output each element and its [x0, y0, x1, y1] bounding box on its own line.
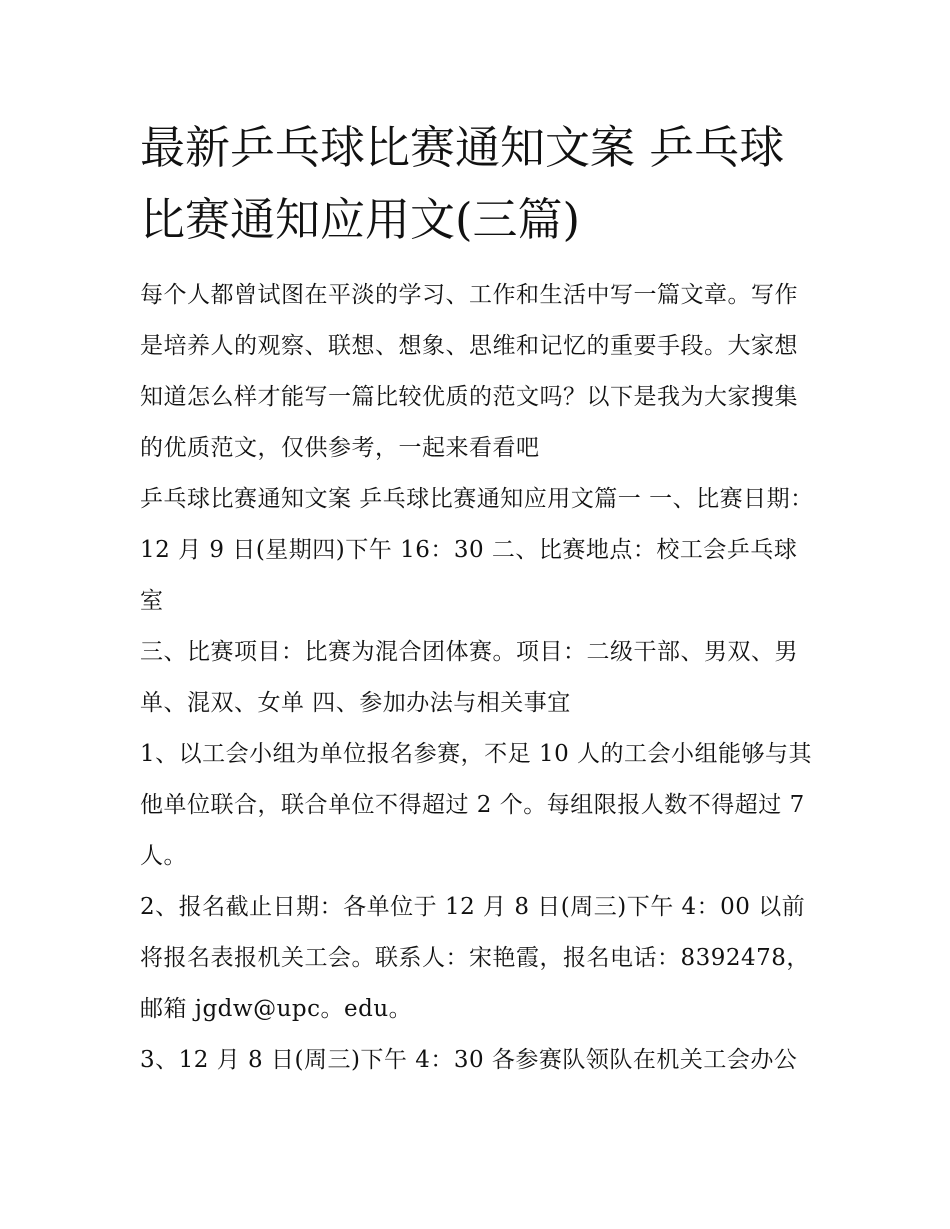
document-body — [140, 112, 820, 1086]
paragraph-rule-2: 2、报名截止日期：各单位于 12 月 8 日(周三)下午 4：00 以前将报名表报机关工会。联系人：宋艳霞，报名电话：8392478，邮箱 jgdw@upc。edu。 — [140, 894, 810, 1022]
paragraph-rule-3: 3、12 月 8 日(周三)下午 4：30 各参赛队领队在机关工会办公 — [140, 1047, 798, 1073]
document-title: 最新乒乓球比赛通知文案 乒乓球比赛通知应用文(三篇) — [140, 121, 785, 246]
paragraph-rule-1: 1、以工会小组为单位报名参赛，不足 10 人的工会小组能够与其他单位联合，联合单位不得超过 2 个。每组限报人数不得超过 7 人。 — [140, 741, 813, 869]
paragraph-events: 三、比赛项目：比赛为混合团体赛。项目：二级干部、男双、男单、混双、女单 四、参加办法与相关事宜 — [140, 639, 798, 716]
paragraph-time-location: 乒乓球比赛通知文案 乒乓球比赛通知应用文篇一 一、比赛日期：12 月 9 日(星期四)下午 16：30 二、比赛地点：校工会乒乓球室 — [140, 486, 814, 614]
paragraph-intro: 每个人都曾试图在平淡的学习、工作和生活中写一篇文章。写作是培养人的观察、联想、想象、思维和记忆的重要手段。大家想知道怎么样才能写一篇比较优质的范文吗？以下是我为大家搜集的优质范文，仅供参考，一起来看看吧 — [140, 282, 798, 461]
